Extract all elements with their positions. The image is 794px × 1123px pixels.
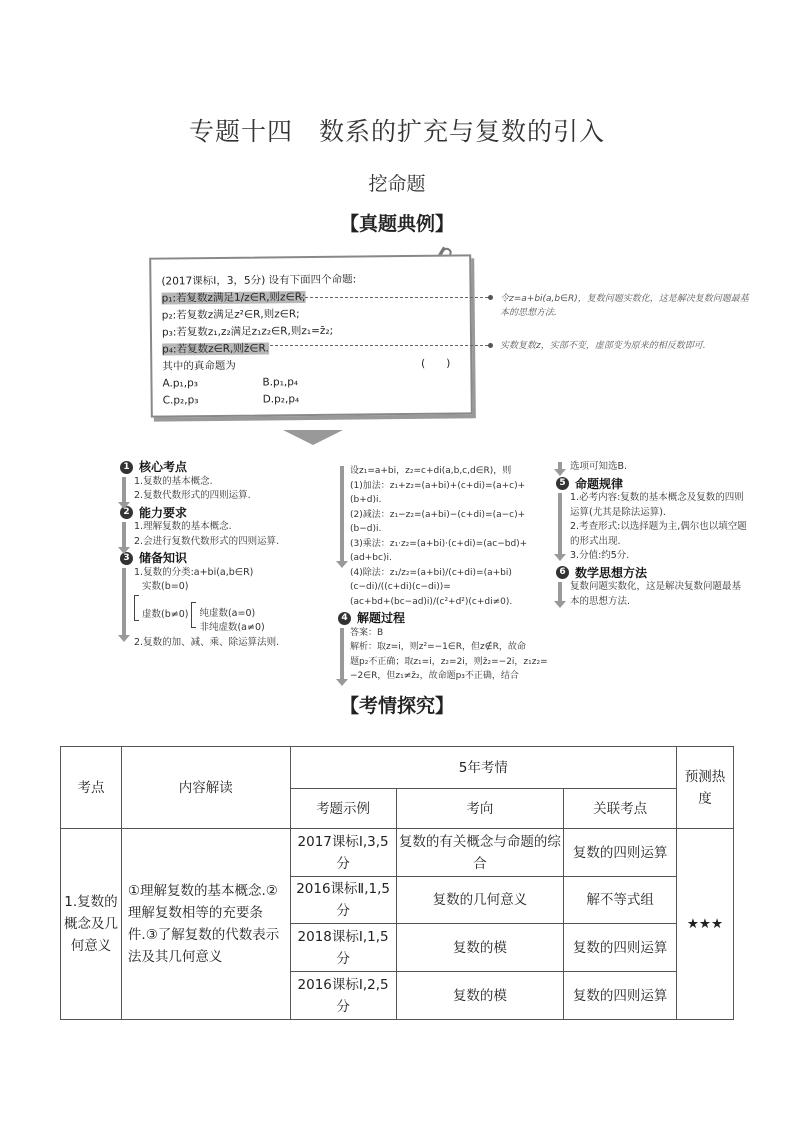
table-row xyxy=(61,829,734,877)
related-cell: 复数的四则运算 xyxy=(564,829,677,877)
annotation-leader-1 xyxy=(300,297,488,298)
direction-cell: 复数的模 xyxy=(396,972,564,1020)
list-item: 2.复数代数形式的四则运算. xyxy=(134,490,251,501)
list-item: 答案：B xyxy=(350,627,384,638)
list-item: 虚数(b≠0) xyxy=(142,608,189,620)
header-example: 考题示例 xyxy=(290,789,396,829)
list-item: 设z₁=a+bi，z₂=c+di(a,b,c,d∈R)，则 xyxy=(350,466,512,476)
brace xyxy=(191,602,196,628)
option-b: B.p₁,p₄ xyxy=(262,376,299,389)
option-c: C.p₂,p₃ xyxy=(162,394,199,407)
related-cell: 解不等式组 xyxy=(564,877,677,924)
heading-solution: 4 解题过程 xyxy=(338,611,550,626)
table-header-row xyxy=(61,747,734,789)
list-item: 3.分值:约5分. xyxy=(570,550,630,561)
list-item: 1.必考内容:复数的基本概念及复数的四则 xyxy=(570,492,744,503)
list-item: 实数(b=0) xyxy=(142,581,189,592)
content-cell: ①理解复数的基本概念.②理解复数相等的充要条件.③了解复数的代数表示法及其几何意义 xyxy=(121,829,290,1020)
arrow-icon xyxy=(340,466,344,562)
list-item: 2.复数的加、减、乘、除运算法则. xyxy=(134,636,280,648)
list-item: 复数问题实数化，这是解决复数问题最基 xyxy=(570,581,742,592)
option-d: D.p₂,p₄ xyxy=(262,393,300,406)
list-item: 选项可知选B. xyxy=(570,461,628,472)
proposition-p1: p₁:若复数z满足1/z∈R,则z∈R; xyxy=(161,291,306,305)
answer-blank: ( ) xyxy=(421,357,451,370)
header-heat: 预测热度 xyxy=(676,747,733,829)
heat-rating: ★★★ xyxy=(676,829,733,1020)
page-title: 专题十四 数系的扩充与复数的引入 xyxy=(188,117,605,146)
analysis-column-3 xyxy=(556,460,756,609)
annotation-dot-1 xyxy=(488,295,493,300)
list-item: 纯虚数(a=0) xyxy=(199,607,256,619)
list-item: 1.复数的分类:a+bi(a,b∈R) xyxy=(134,566,254,578)
list-item: (2)减法：z₁−z₂=(a+bi)−(c+di)=(a−c)+(b−d)i. xyxy=(350,509,526,534)
arrow-icon xyxy=(122,522,126,548)
header-direction: 考向 xyxy=(396,789,564,829)
brace xyxy=(134,595,139,621)
example-cell: 2018课标Ⅰ,1,5分 xyxy=(290,924,396,972)
list-item: (1)加法：z₁+z₂=(a+bi)+(c+di)=(a+c)+(b+d)i. xyxy=(350,480,526,505)
arrow-icon xyxy=(558,493,562,555)
header-topic: 考点 xyxy=(61,747,122,829)
direction-cell: 复数的模 xyxy=(396,924,564,972)
page-subtitle: 挖命题 xyxy=(368,173,426,195)
topic-cell: 1.复数的概念及几何意义 xyxy=(61,829,122,1020)
example-cell: 2016课标Ⅰ,2,5分 xyxy=(290,972,396,1020)
list-item: 2.会进行复数代数形式的四则运算. xyxy=(134,535,280,547)
exam-analysis-table xyxy=(60,746,734,1020)
list-item: 题p₂不正确；取z₁=i，z₂=2i，则z̄₂=−2i，z₁z₂= xyxy=(350,656,548,667)
heading-pattern: 5 命题规律 xyxy=(556,477,756,492)
list-item: 非纯虚数(a≠0) xyxy=(199,622,265,633)
list-item: (4)除法：z₁/z₂=(a+bi)/(c+di)=(a+bi)(c−di)/((c+di)(c−di))= xyxy=(350,567,512,592)
list-item: (ac+bd+(bc−ad)i)/(c²+d²)(c+di≠0). xyxy=(350,596,513,607)
list-item: 的形式出现. xyxy=(570,535,621,547)
list-item: 1.理解复数的基本概念. xyxy=(134,521,232,532)
option-a: A.p₁,p₃ xyxy=(162,377,198,390)
annotation-note-1: 令z=a+bi(a,b∈R)，复数问题实数化，这是解决复数问题最基本的思想方法. xyxy=(500,294,749,318)
header-content: 内容解读 xyxy=(121,747,290,829)
arrow-icon xyxy=(122,568,126,636)
header-five-year: 5年考情 xyxy=(290,747,676,789)
direction-cell: 复数的有关概念与命题的综合 xyxy=(396,829,564,877)
direction-cell: 复数的几何意义 xyxy=(396,877,564,924)
heading-core-points: 1 核心考点 xyxy=(120,460,330,475)
down-triangle-icon xyxy=(283,430,343,445)
example-problem-card xyxy=(149,254,473,417)
proposition-p2: p₂:若复数z满足z²∈R,则z∈R; xyxy=(161,308,300,322)
related-cell: 复数的四则运算 xyxy=(564,972,677,1020)
heading-ability: 2 能力要求 xyxy=(120,506,330,521)
arrow-icon xyxy=(122,477,126,503)
annotation-note-2: 实数复数z，实部不变，虚部变为原来的相反数即可. xyxy=(500,341,706,351)
list-item: 1.复数的基本概念. xyxy=(134,475,213,487)
heading-knowledge: 3 储备知识 xyxy=(120,551,330,566)
arrow-icon xyxy=(340,628,344,680)
annotation-leader-2 xyxy=(270,345,488,346)
list-item: 2.考查形式:以选择题为主,偶尔也以填空题 xyxy=(570,521,747,532)
question-line: 其中的真命题为 xyxy=(162,359,236,373)
section-heading-examples: 【真题典例】 xyxy=(339,213,454,235)
example-cell: 2017课标Ⅰ,3,5分 xyxy=(290,829,396,877)
arrow-icon xyxy=(558,582,562,602)
problem-stem: (2017课标Ⅰ，3，5分) 设有下面四个命题: xyxy=(161,273,357,288)
annotation-dot-2 xyxy=(488,343,493,348)
list-item: 运算(尤其是除法运算). xyxy=(570,506,666,518)
arrow-icon xyxy=(558,462,562,470)
list-item: (3)乘法：z₁·z₂=(a+bi)·(c+di)=(ac−bd)+(ad+bc)i. xyxy=(350,538,528,563)
related-cell: 复数的四则运算 xyxy=(564,924,677,972)
list-item: −2∈R，但z₁≠z̄₂，故命题p₃不正确，结合 xyxy=(350,671,519,681)
list-item: 本的思想方法. xyxy=(570,595,631,607)
header-related: 关联考点 xyxy=(564,789,677,829)
list-item: 解析：取z=i，则z²=−1∈R，但z∉R，故命 xyxy=(350,642,526,652)
proposition-p3: p₃:若复数z₁,z₂满足z₁z₂∈R,则z₁=z̄₂; xyxy=(161,324,334,339)
analysis-column-2 xyxy=(338,464,550,684)
heading-thinking-method: 6 数学思想方法 xyxy=(556,566,756,581)
proposition-p4: p₄:若复数z∈R,则z̄∈R. xyxy=(162,342,269,356)
section-heading-exam-analysis: 【考情探究】 xyxy=(339,695,454,717)
example-cell: 2016课标Ⅱ,1,5分 xyxy=(290,877,396,924)
analysis-column-1 xyxy=(120,458,330,650)
